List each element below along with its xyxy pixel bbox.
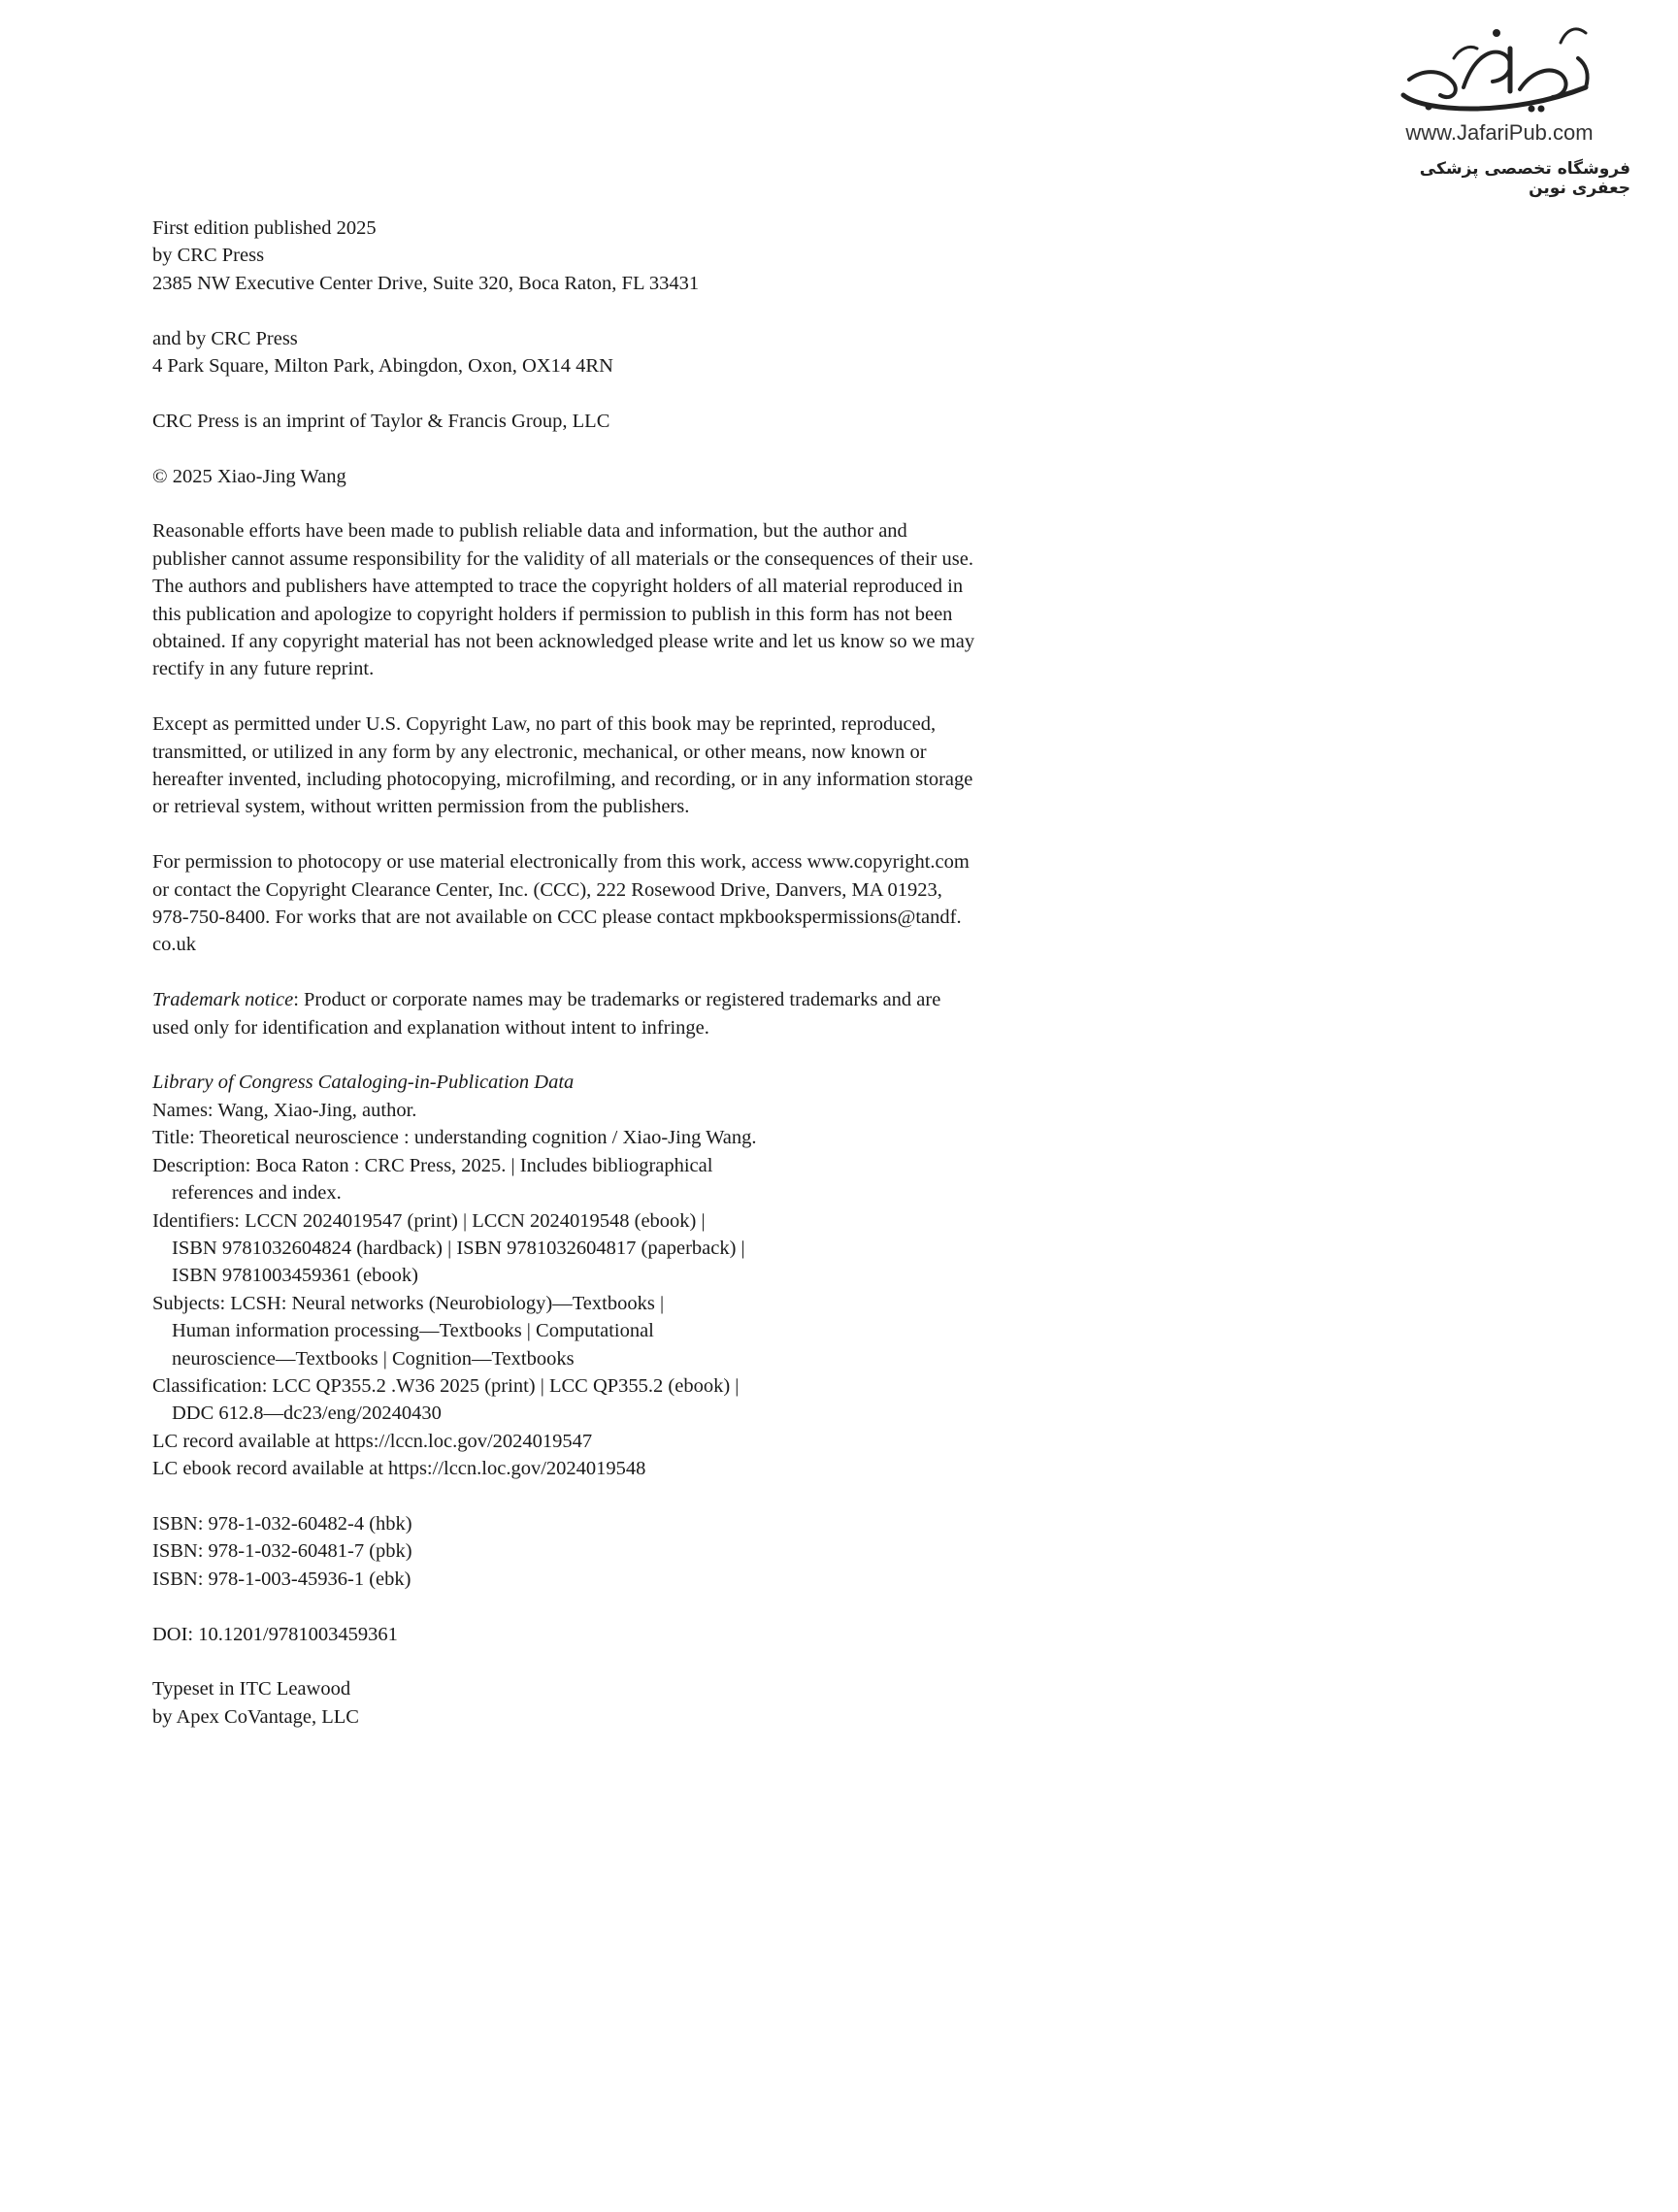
trademark-paragraph xyxy=(152,986,1026,1041)
doi-line: DOI: 10.1201/9781003459361 xyxy=(152,1623,398,1645)
paragraph-line: or retrieval system, without written permission from the publishers. xyxy=(152,796,690,818)
cip-subjects-cont: Human information processing—Textbooks | Computational xyxy=(172,1320,654,1342)
cip-identifiers-cont: ISBN 9781032604824 (hardback) | ISBN 9781032604817 (paperback) | xyxy=(172,1237,745,1259)
logo-url: www.JafariPub.com xyxy=(1405,120,1594,145)
cip-names: Names: Wang, Xiao-Jing, author. xyxy=(152,1099,417,1121)
typeset-line: by Apex CoVantage, LLC xyxy=(152,1705,359,1728)
permission-paragraph xyxy=(152,848,1026,959)
copyright-notice xyxy=(152,463,1026,490)
isbn-block xyxy=(152,1510,1026,1593)
secondary-publisher-block xyxy=(152,325,1026,380)
copyright-law-paragraph xyxy=(152,710,1026,821)
copyright-line: © 2025 Xiao-Jing Wang xyxy=(152,465,346,487)
cip-subjects-cont: neuroscience—Textbooks | Cognition—Textbooks xyxy=(172,1347,575,1370)
publisher-line: 4 Park Square, Milton Park, Abingdon, Oxon, OX14 4RN xyxy=(152,355,613,378)
isbn-line: ISBN: 978-1-032-60481-7 (pbk) xyxy=(152,1540,412,1563)
cip-lc-record: LC record available at https://lccn.loc.gov/2024019547 xyxy=(152,1430,593,1452)
isbn-line: ISBN: 978-1-003-45936-1 (ebk) xyxy=(152,1568,411,1590)
publisher-line: and by CRC Press xyxy=(152,327,298,349)
cip-classification-cont: DDC 612.8—dc23/eng/20240430 xyxy=(172,1403,442,1425)
paragraph-line: Reasonable efforts have been made to publish reliable data and information, but the author and xyxy=(152,520,907,543)
reasonable-efforts-paragraph xyxy=(152,517,1026,682)
edition-line: First edition published 2025 xyxy=(152,217,377,239)
paragraph-line: obtained. If any copyright material has not been acknowledged please write and let us know so we may xyxy=(152,631,975,653)
paragraph-line: transmitted, or utilized in any form by any electronic, mechanical, or other means, now known or xyxy=(152,741,927,763)
edition-block xyxy=(152,215,1026,297)
publisher-logo xyxy=(1376,19,1638,198)
imprint-line: CRC Press is an imprint of Taylor & Francis Group, LLC xyxy=(152,410,610,432)
cip-subjects: Subjects: LCSH: Neural networks (Neurobiology)—Textbooks | xyxy=(152,1292,665,1314)
edition-line: 2385 NW Executive Center Drive, Suite 320, Boca Raton, FL 33431 xyxy=(152,272,700,294)
cip-identifiers-cont: ISBN 9781003459361 (ebook) xyxy=(172,1265,418,1287)
cip-data-block xyxy=(152,1069,1026,1482)
copyright-page xyxy=(152,215,1026,1759)
trademark-text: : Product or corporate names may be trademarks or registered trademarks and are xyxy=(293,989,941,1011)
cip-heading: Library of Congress Cataloging-in-Publication Data xyxy=(152,1072,575,1094)
doi-block xyxy=(152,1621,1026,1648)
cip-classification: Classification: LCC QP355.2 .W36 2025 (print) | LCC QP355.2 (ebook) | xyxy=(152,1374,740,1397)
cip-title: Title: Theoretical neuroscience : understanding cognition / Xiao-Jing Wang. xyxy=(152,1127,757,1149)
cip-identifiers: Identifiers: LCCN 2024019547 (print) | LCCN 2024019548 (ebook) | xyxy=(152,1209,706,1232)
cip-description: Description: Boca Raton : CRC Press, 2025. | Includes bibliographical xyxy=(152,1154,713,1176)
paragraph-line: this publication and apologize to copyright holders if permission to publish in this form has not been xyxy=(152,603,953,625)
paragraph-line: rectify in any future reprint. xyxy=(152,658,375,680)
trademark-line: used only for identification and explanation without intent to infringe. xyxy=(152,1016,709,1039)
edition-line: by CRC Press xyxy=(152,245,265,267)
imprint-statement xyxy=(152,408,1026,435)
cip-description-cont: references and index. xyxy=(172,1182,342,1205)
typeset-line: Typeset in ITC Leawood xyxy=(152,1678,351,1700)
typeset-block xyxy=(152,1675,1026,1731)
trademark-line xyxy=(152,986,1026,1013)
isbn-line: ISBN: 978-1-032-60482-4 (hbk) xyxy=(152,1512,412,1535)
trademark-label: Trademark notice xyxy=(152,989,294,1011)
paragraph-line: Except as permitted under U.S. Copyright Law, no part of this book may be reprinted, reproduced, xyxy=(152,713,937,736)
paragraph-line: The authors and publishers have attempted to trace the copyright holders of all material reproduced in xyxy=(152,576,964,598)
logo-tagline: فروشگاه تخصصی پزشکی جعفری نوین xyxy=(1419,159,1630,198)
jafari-calligraphy-icon xyxy=(1396,19,1599,126)
paragraph-line: For permission to photocopy or use material electronically from this work, access www.copyright.com xyxy=(152,851,970,874)
paragraph-line: publisher cannot assume responsibility for the validity of all materials or the consequences of their use. xyxy=(152,547,973,570)
paragraph-line: or contact the Copyright Clearance Center, Inc. (CCC), 222 Rosewood Drive, Danvers, MA 01923, xyxy=(152,878,942,901)
cip-lc-ebook-record: LC ebook record available at https://lccn.loc.gov/2024019548 xyxy=(152,1458,646,1480)
paragraph-line: hereafter invented, including photocopying, microfilming, and recording, or in any information storage xyxy=(152,769,973,791)
paragraph-line: co.uk xyxy=(152,934,196,956)
paragraph-line: 978-750-8400. For works that are not available on CCC please contact mpkbookspermissions@tandf. xyxy=(152,907,962,929)
